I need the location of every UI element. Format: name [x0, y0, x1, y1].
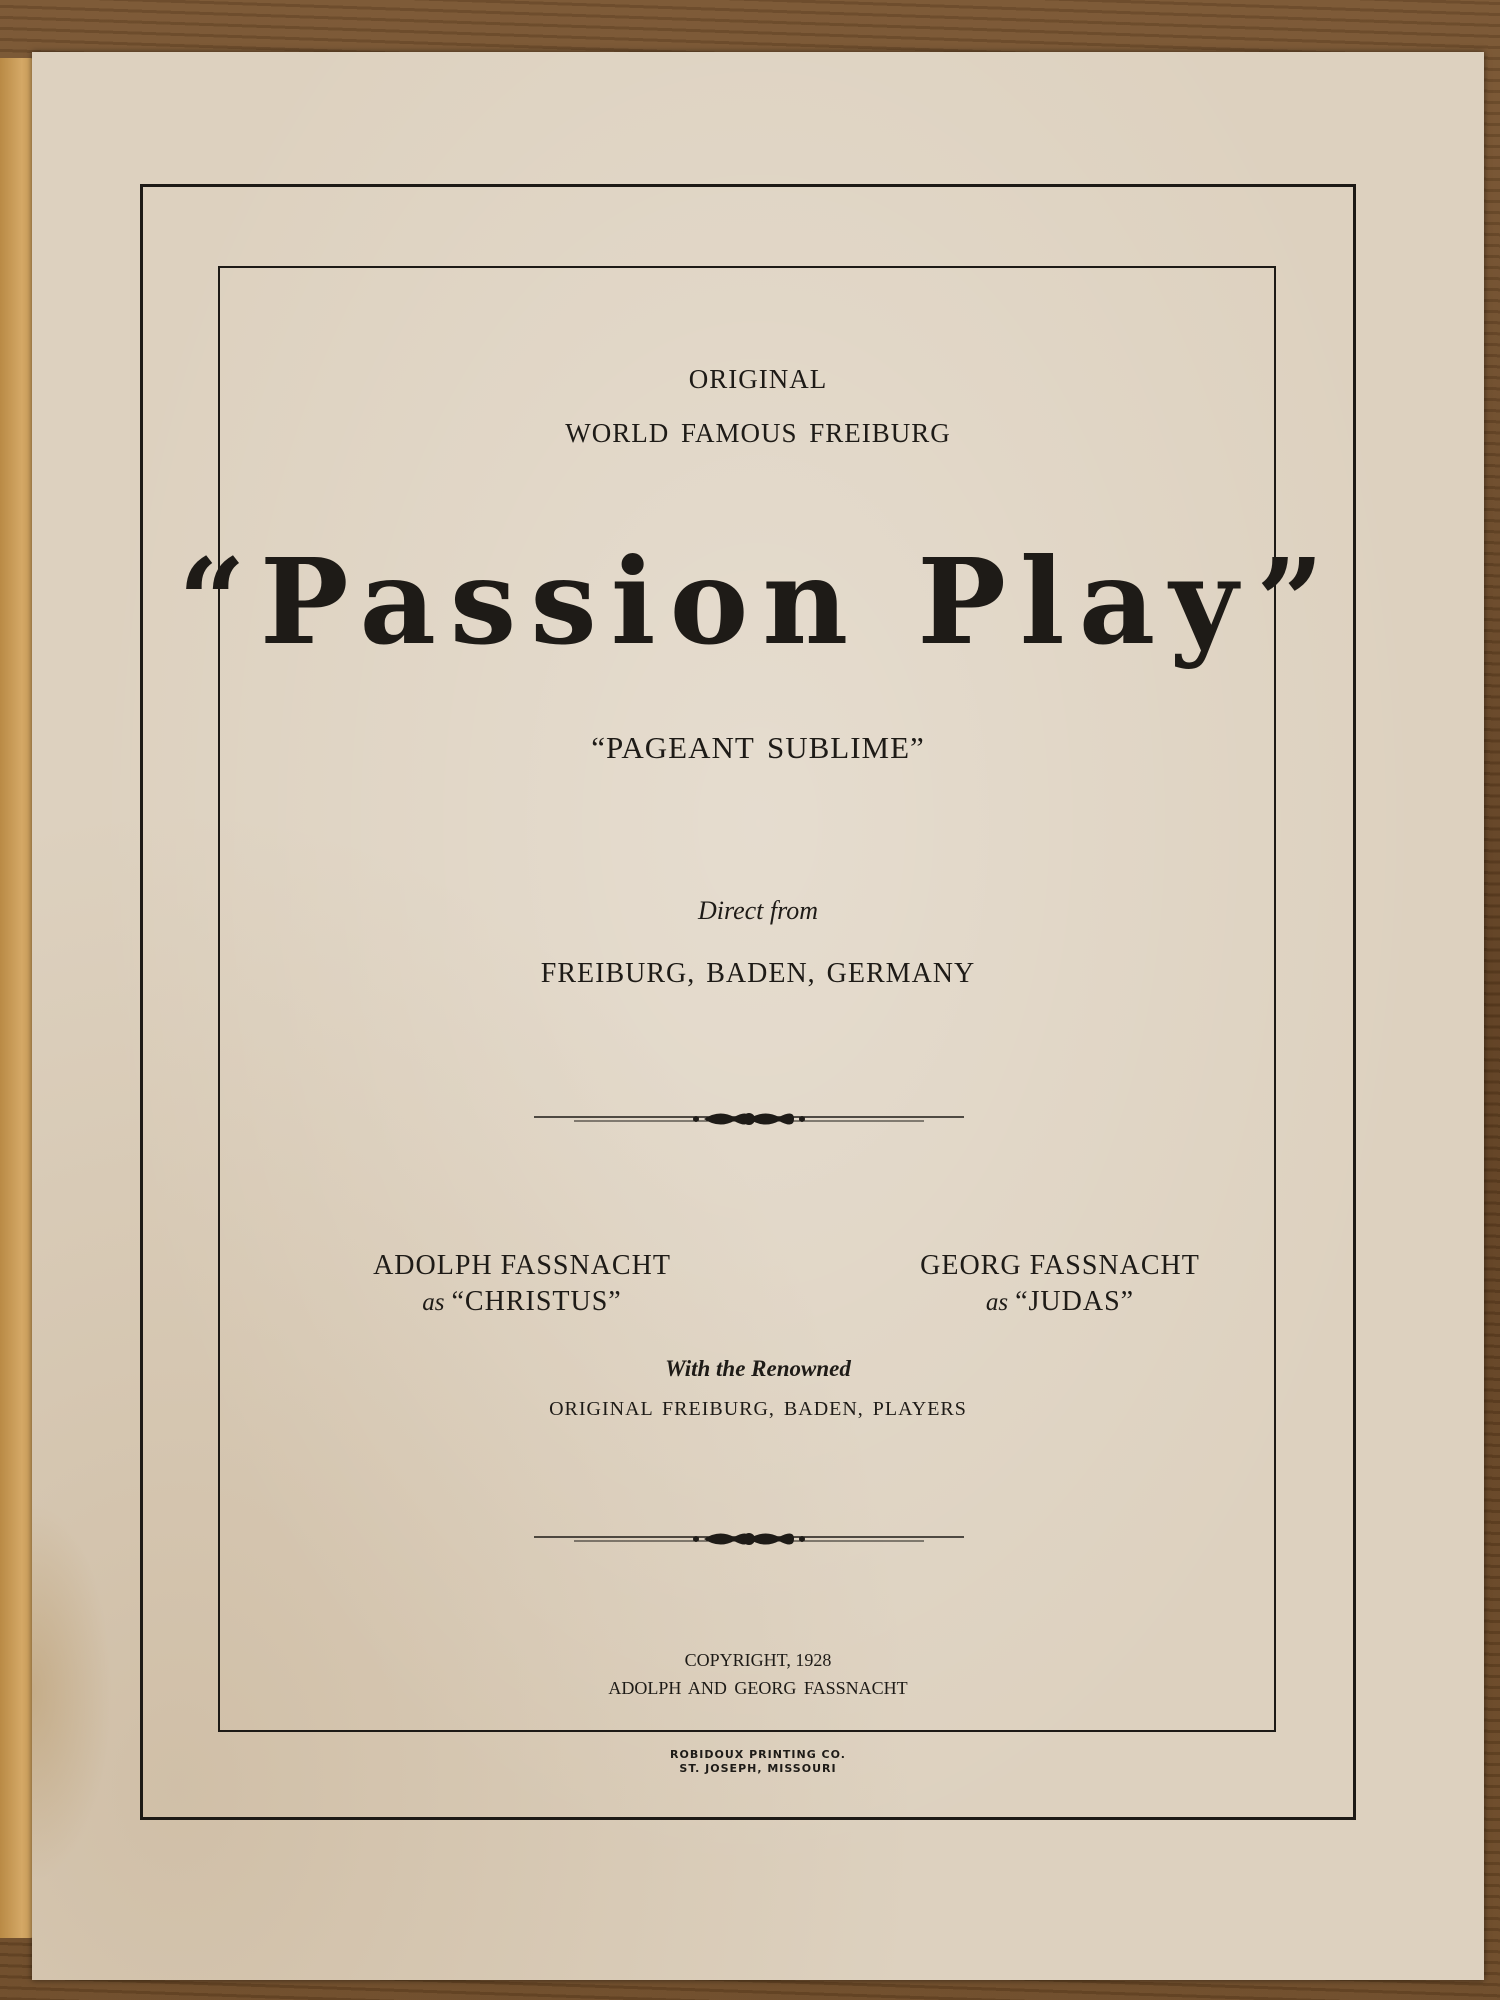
adjacent-page-edge [0, 58, 36, 1938]
cast-christus [312, 1248, 732, 1321]
origin-place: FREIBURG, BADEN, GERMANY [540, 958, 976, 989]
header-original: ORIGINAL [688, 364, 828, 394]
copyright-owners: ADOLPH AND GEORG FASSNACHT [608, 1678, 908, 1698]
inner-border [218, 266, 1276, 1732]
role-line [850, 1284, 1270, 1321]
page-title: “Passion Play” [178, 532, 1338, 671]
cast-judas [850, 1248, 1270, 1321]
ornament-divider-bottom [534, 1527, 964, 1551]
role-name: “JUDAS” [1015, 1286, 1135, 1317]
role-line [312, 1284, 732, 1321]
company-intro: With the Renowned [665, 1356, 851, 1381]
program-cover [32, 52, 1484, 1980]
header-world-famous: WORLD FAMOUS FREIBURG [565, 418, 951, 448]
role-name: “CHRISTUS” [451, 1286, 622, 1317]
actor-name: GEORG FASSNACHT [920, 1250, 1200, 1281]
as-word: as [985, 1289, 1009, 1316]
actor-name: ADOLPH FASSNACHT [373, 1250, 671, 1281]
as-word: as [422, 1289, 445, 1316]
company-name: ORIGINAL FREIBURG, BADEN, PLAYERS [549, 1398, 967, 1420]
copyright-year: COPYRIGHT, 1928 [684, 1650, 832, 1670]
ornament-divider-top [534, 1107, 964, 1131]
origin-intro: Direct from [697, 896, 819, 925]
subtitle: “PAGEANT SUBLIME” [591, 730, 925, 765]
printer-city: ST. JOSEPH, MISSOURI [679, 1762, 837, 1775]
printer-name: ROBIDOUX PRINTING CO. [670, 1748, 846, 1761]
